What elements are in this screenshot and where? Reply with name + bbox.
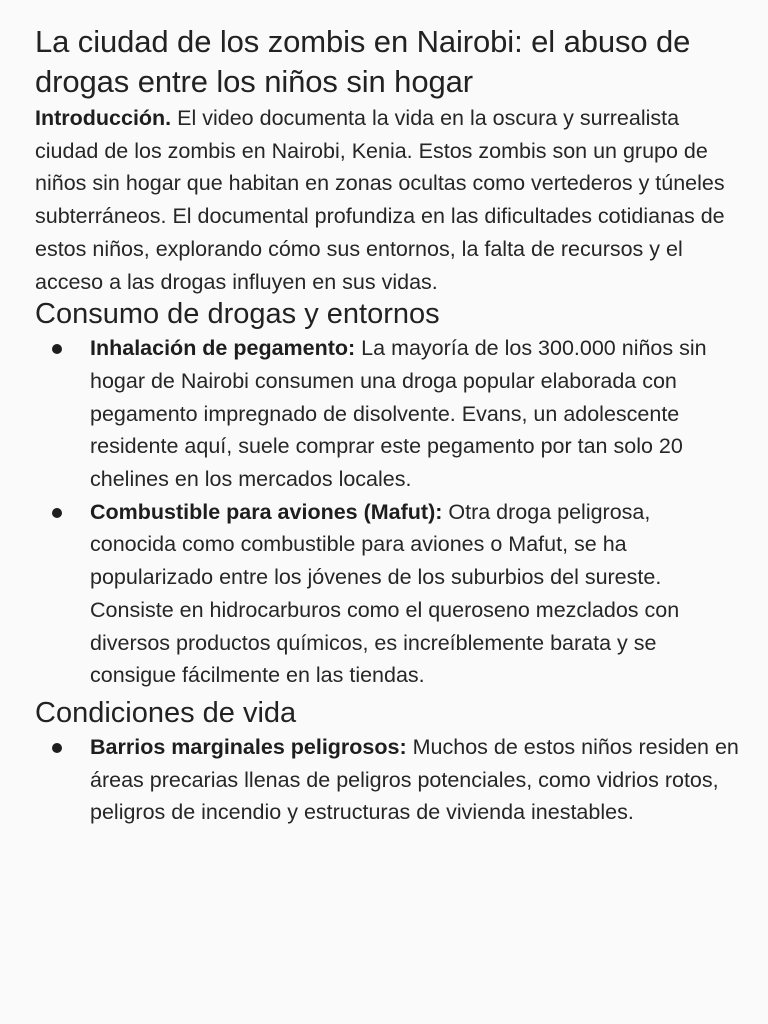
section-heading-living-conditions: Condiciones de vida — [35, 696, 297, 729]
list-item-text: La mayoría de los 300.000 niños sin hogar de Nairobi consumen una droga popular elaborada con pegamento impregnado de disolvente. Evans, un adolescente residente aquí, suele comprar este pegamento por tan solo 20 chelines en los mercados locales. — [90, 336, 707, 492]
bullet-icon — [52, 344, 62, 354]
intro-paragraph — [35, 102, 740, 298]
list-item-text: Otra droga peligrosa, conocida como combustible para aviones o Mafut, se ha popularizado entre los jóvenes de los suburbios del sureste. Consiste en hidrocarburos como el queroseno mezclados con diversos productos químicos, es increíblemente barata y se consigue fácilmente en las tiendas. — [90, 499, 680, 688]
list-item-text: Muchos de estos niños residen en áreas precarias llenas de peligros potenciales, como vidrios rotos, peligros de incendio y estructuras de vivienda inestables. — [90, 734, 739, 825]
bullet-icon — [52, 508, 62, 518]
list-item-label: Combustible para aviones (Mafut): — [90, 499, 443, 524]
list-item-label: Barrios marginales peligrosos: — [90, 734, 407, 759]
document — [35, 22, 740, 829]
bullet-icon — [52, 743, 62, 753]
list-item — [35, 332, 740, 496]
list-item-label: Inhalación de pegamento: — [90, 336, 356, 361]
list-item — [35, 496, 740, 692]
drug-use-list — [35, 332, 740, 692]
section-heading-drug-use: Consumo de drogas y entornos — [35, 298, 440, 331]
list-item — [35, 731, 740, 829]
living-conditions-list — [35, 731, 740, 829]
intro-label: Introducción. — [35, 106, 172, 130]
intro-text: El video documenta la vida en la oscura y surrealista ciudad de los zombis en Nairobi, Kenia. Estos zombis son un grupo de niños sin hogar que habitan en zonas ocultas como vertederos y túneles subterráneos. El documental profundiza en las dificultades cotidianas de estos niños, explorando cómo sus entornos, la falta de recursos y el acceso a las drogas influyen en sus vidas. — [35, 106, 725, 294]
document-title: La ciudad de los zombis en Nairobi: el abuso de drogas entre los niños sin hogar — [35, 24, 691, 99]
